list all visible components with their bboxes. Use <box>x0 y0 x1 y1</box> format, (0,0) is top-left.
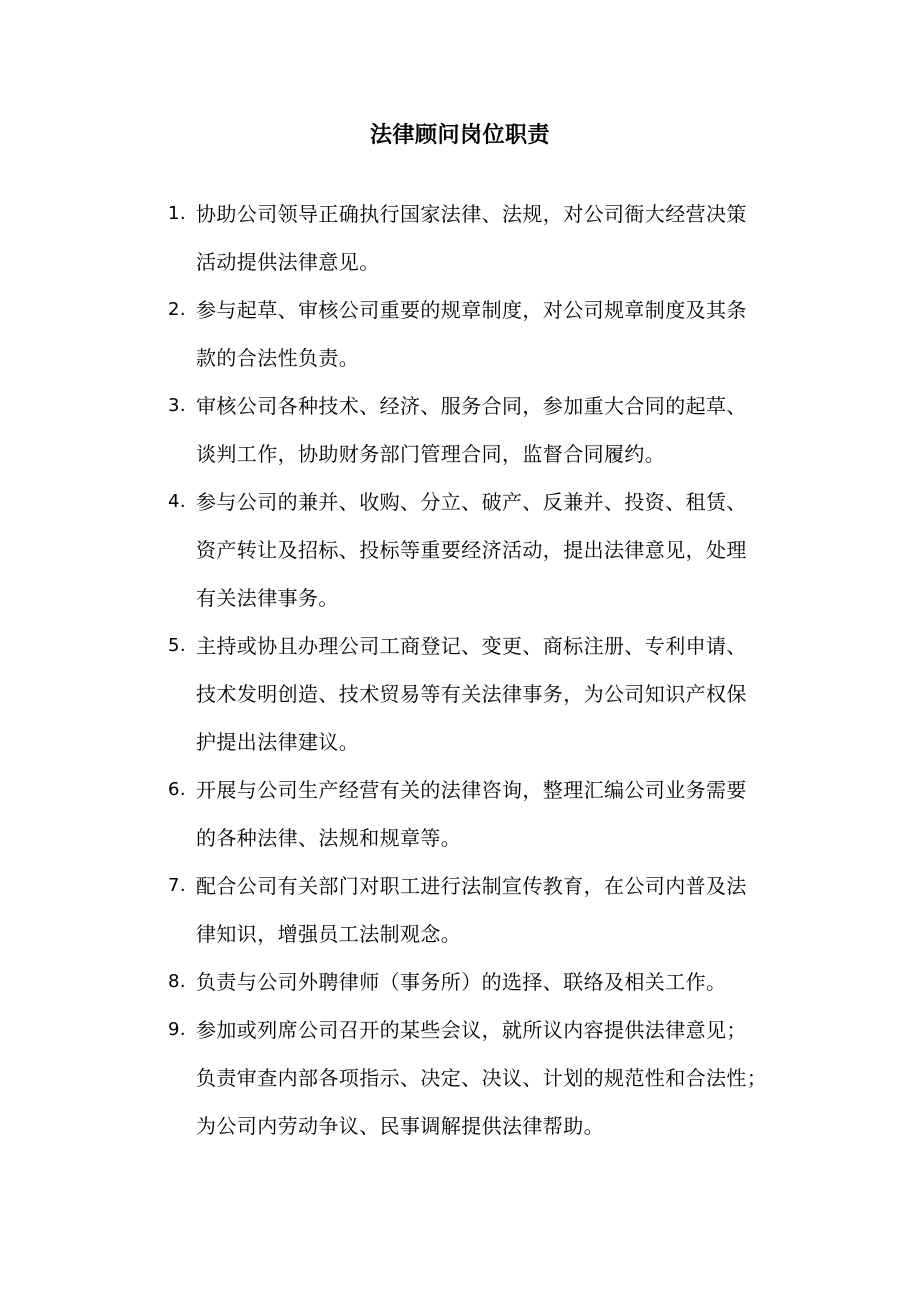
duty-item-text-line: 配合公司有关部门对职工进行法制宣传教育，在公司内普及法 <box>196 874 747 898</box>
duty-item-text-line: 参加或列席公司召开的某些会议，就所议内容提供法律意见； <box>196 1018 747 1042</box>
duty-item-number: 8. <box>168 971 186 992</box>
duty-item-text-line: 为公司内劳动争议、民事调解提供法律帮助。 <box>196 1114 604 1138</box>
duty-item-number: 6. <box>168 779 186 800</box>
duties-list <box>168 190 808 1150</box>
duty-item-text-line: 有关法律事务。 <box>196 586 339 610</box>
duty-item-text-line: 款的合法性负责。 <box>196 346 360 370</box>
duty-item-text-line: 负责审查内部各项指示、决定、决议、计划的规范性和合法性； <box>196 1066 768 1090</box>
duty-item-text-line: 律知识，增强员工法制观念。 <box>196 922 462 946</box>
duty-item-number: 1. <box>168 203 186 224</box>
duty-item-text-line: 资产转让及招标、投标等重要经济活动，提出法律意见，处理 <box>196 538 747 562</box>
duty-item-7 <box>168 862 808 958</box>
duty-item-8 <box>168 958 808 1006</box>
duty-item-number: 7. <box>168 875 186 896</box>
duty-item-text-line: 主持或协且办理公司工商登记、变更、商标注册、专利申请、 <box>196 634 747 658</box>
duty-item-3 <box>168 382 808 478</box>
duty-item-number: 2. <box>168 299 186 320</box>
duty-item-text-line: 协助公司领导正确执行国家法律、法规，对公司衙大经营决策 <box>196 202 747 226</box>
duty-item-2 <box>168 286 808 382</box>
duty-item-text-line: 谈判工作，协助财务部门管理合同，监督合同履约。 <box>196 442 666 466</box>
duty-item-text-line: 的各种法律、法规和规章等。 <box>196 826 462 850</box>
duty-item-text-line: 技术发明创造、技术贸易等有关法律事务，为公司知识产权保 <box>196 682 747 706</box>
duty-item-text-line: 负责与公司外聘律师（事务所）的选择、联络及相关工作。 <box>196 970 727 994</box>
duty-item-text-line: 护提出法律建议。 <box>196 730 360 754</box>
duty-item-number: 4. <box>168 491 186 512</box>
duty-item-5 <box>168 622 808 766</box>
duty-item-number: 9. <box>168 1019 186 1040</box>
duty-item-text-line: 活动提供法律意见。 <box>196 250 380 274</box>
duty-item-number: 3. <box>168 395 186 416</box>
document-title: 法律顾问岗位职责 <box>369 123 550 148</box>
duty-item-6 <box>168 766 808 862</box>
duty-item-4 <box>168 478 808 622</box>
duty-item-number: 5. <box>168 635 186 656</box>
duty-item-1 <box>168 190 808 286</box>
duty-item-text-line: 审核公司各种技术、经济、服务合同，参加重大合同的起草、 <box>196 394 747 418</box>
duty-item-text-line: 参与起草、审核公司重要的规章制度，对公司规章制度及其条 <box>196 298 747 322</box>
duty-item-text-line: 参与公司的兼并、收购、分立、破产、反兼并、投资、租赁、 <box>196 490 747 514</box>
duty-item-text-line: 开展与公司生产经营有关的法律咨询，整理汇编公司业务需要 <box>196 778 747 802</box>
duty-item-9 <box>168 1006 808 1150</box>
